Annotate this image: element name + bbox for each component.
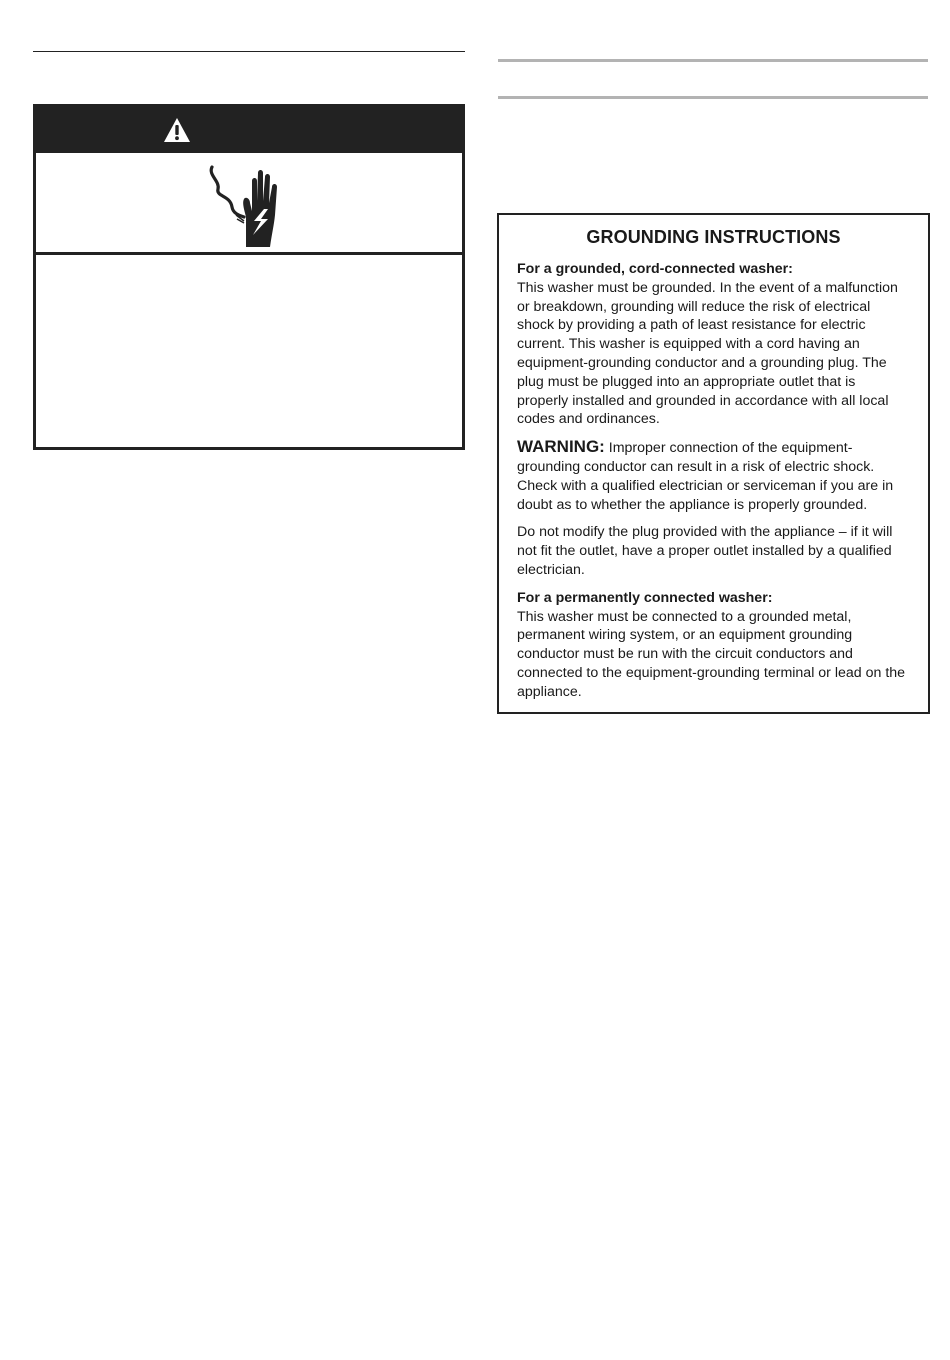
corded-washer-heading: For a grounded, cord-connected washer: bbox=[517, 261, 793, 277]
section-rule-left bbox=[33, 51, 465, 52]
electric-shock-hand-icon bbox=[206, 161, 286, 247]
warning-text: Improper connection of the equipment-grounding conductor can result in a risk of electric shock. Check with a qualified electrician or serviceman if you are in doubt as to whether the appliance is properly grounded. bbox=[517, 440, 894, 513]
permanent-washer-text: This washer must be connected to a grounded metal, permanent wiring system, or an equipment grounding conductor must be run with the circuit conductors and connected to the equipment-grounding terminal or lead on the appliance. bbox=[517, 608, 906, 700]
corded-washer-paragraph bbox=[517, 260, 910, 429]
permanent-washer-heading: For a permanently connected washer: bbox=[517, 589, 773, 606]
warning-paragraph bbox=[517, 438, 910, 514]
permanent-washer-paragraph bbox=[517, 589, 910, 702]
section-rule-right-top bbox=[498, 59, 928, 62]
safety-warning-box bbox=[33, 104, 465, 450]
corded-washer-text: This washer must be grounded. In the event of a malfunction or breakdown, grounding will reduce the risk of electrical shock by providing a path of least resistance for electric current. This washer is equipped with a cord having an equipment-grounding conductor and a grounding plug. The plug must be plugged into an appropriate outlet that is properly installed and grounded in accordance with all local codes and ordinances. bbox=[517, 279, 898, 428]
warning-body bbox=[36, 255, 462, 447]
warning-header-bar bbox=[36, 107, 462, 153]
grounding-instructions-box bbox=[497, 213, 930, 714]
grounding-title: GROUNDING INSTRUCTIONS bbox=[586, 227, 841, 247]
plug-paragraph: Do not modify the plug provided with the appliance – if it will not fit the outlet, have a proper outlet installed by a qualified electrician. bbox=[517, 524, 893, 578]
warning-pictogram-area bbox=[36, 153, 462, 255]
warning-triangle-icon bbox=[163, 117, 191, 143]
section-rule-right-bottom bbox=[498, 96, 928, 99]
warning-label: WARNING: bbox=[517, 437, 605, 457]
